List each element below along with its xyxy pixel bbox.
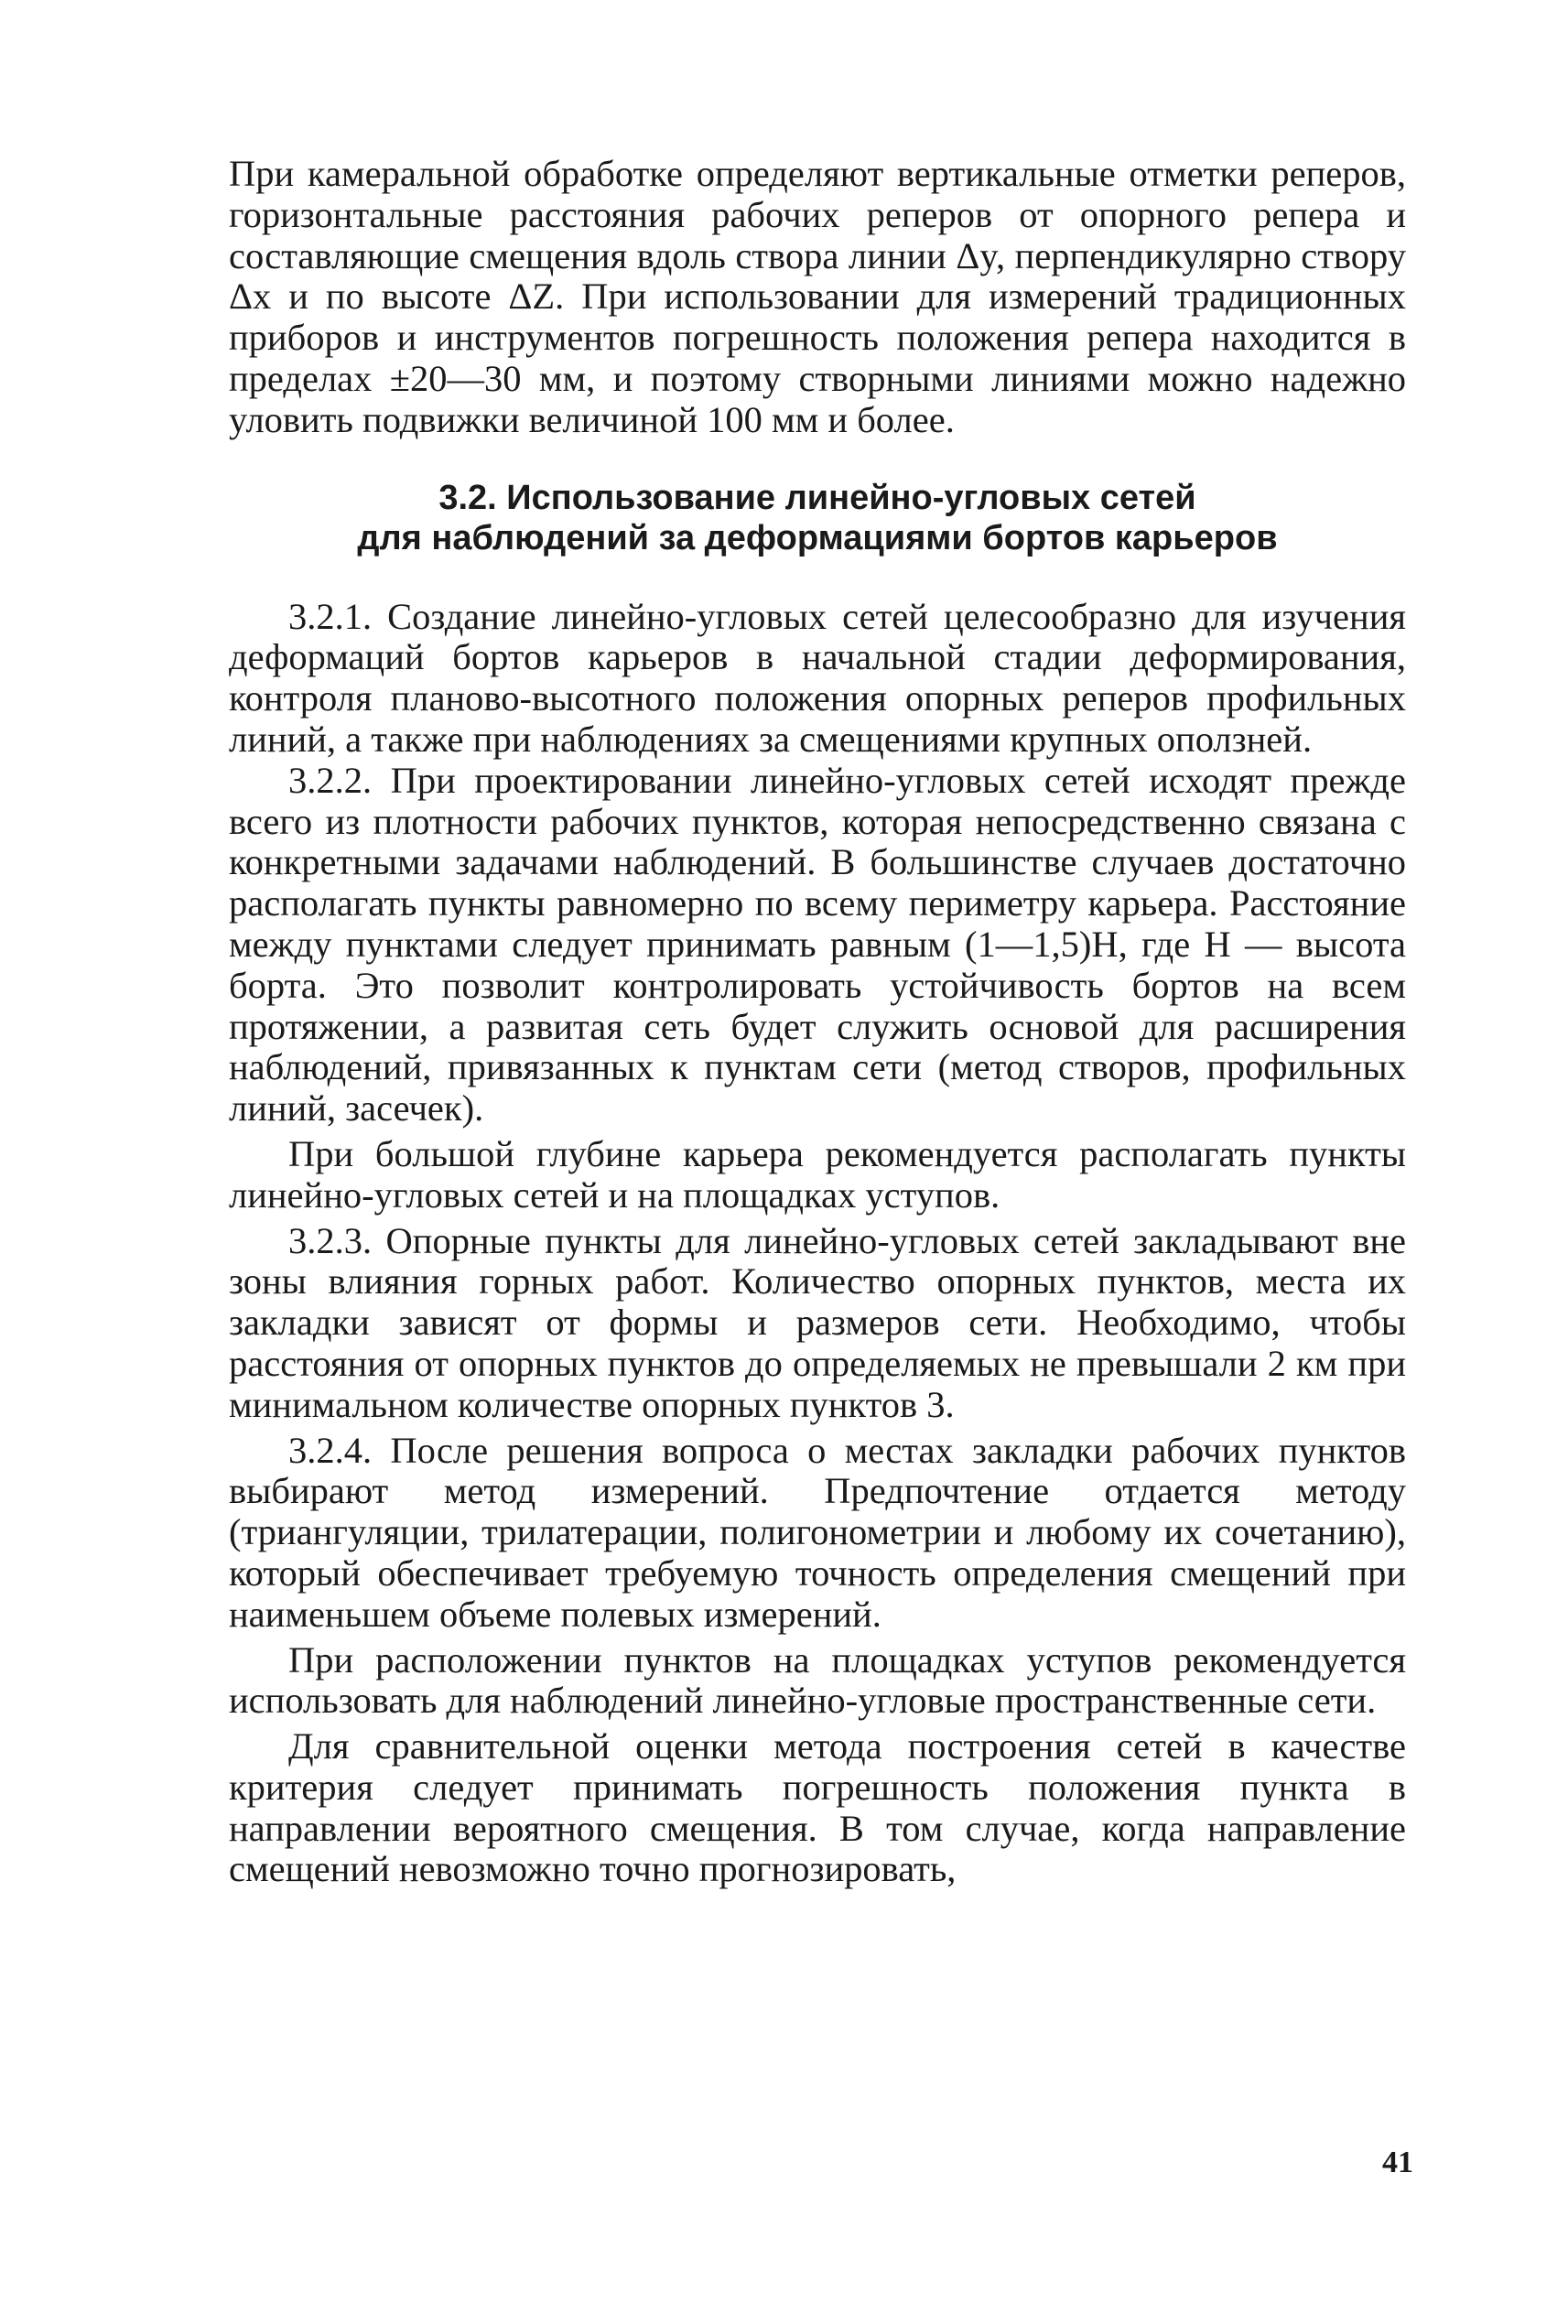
- intro-paragraph: При камеральной обработке определяют вертикальные отметки реперов, горизонтальные расстояния рабочих реперов от опорного репера и составляющие смещения вдоль створа линии Δy, перпендикулярно створу Δx и по высоте ΔZ. При использовании для измерений традиционных приборов и инструментов погрешность положения репера находится в пределах ±20—30 мм, и поэтому створными линиями можно надежно уловить подвижки величиной 100 мм и более.: [229, 153, 1406, 440]
- paragraph-3-2-3: 3.2.3. Опорные пункты для линейно-угловых сетей закладывают вне зоны влияния горных работ. Количество опорных пунктов, места их закладки зависят от формы и размеров сети. Необходимо, чтобы расстояния от опорных пунктов до определяемых не превышали 2 км при минимальном количестве опорных пунктов 3.: [229, 1219, 1406, 1425]
- paragraph-3-2-1: 3.2.1. Создание линейно-угловых сетей целесообразно для изучения деформаций бортов карьеров в начальной стадии деформирования, контроля планово-высотного положения опорных реперов профильных линий, а также при наблюдениях за смещениями крупных оползней.: [229, 595, 1406, 760]
- paragraph-3-2-2: 3.2.2. При проектировании линейно-угловых сетей исходят прежде всего из плотности рабочих пунктов, которая непосредственно связана с конкретными задачами наблюдений. В большинстве случаев достаточно располагать пункты равномерно по всему периметру карьера. Расстояние между пунктами следует принимать равным (1—1,5)H, где H — высота борта. Это позволит контролировать устойчивость бортов на всем протяжении, а развитая сеть будет служить основой для расширения наблюдений, привязанных к пунктам сети (метод створов, профильных линий, засечек).: [229, 759, 1406, 1130]
- text-column: [229, 154, 1406, 1890]
- paragraph-3-2-4: 3.2.4. После решения вопроса о местах закладки рабочих пунктов выбирают метод измерений. Предпочтение отдается методу (триангуляции, трилатерации, полигонометрии и любому их сочетанию), который обеспечивает требуемую точность определения смещений при наименьшем объеме полевых измерений.: [229, 1429, 1406, 1635]
- page-number: 41: [1382, 2146, 1413, 2179]
- section-heading-line-1: 3.2. Использование линейно-угловых сетей: [438, 478, 1196, 517]
- paragraph-bench-networks: При расположении пунктов на площадках уступов рекомендуется использовать для наблюдений линейно-угловые пространственные сети.: [229, 1638, 1406, 1722]
- paragraph-deep-quarry: При большой глубине карьера рекомендуется располагать пункты линейно-угловых сетей и на площадках уступов.: [229, 1132, 1406, 1216]
- paragraph-comparison: Для сравнительной оценки метода построения сетей в качестве критерия следует принимать погрешность положения пункта в направлении вероятного смещения. В том случае, когда направление смещений невозможно точно прогнозировать,: [229, 1725, 1406, 1890]
- section-heading: [229, 478, 1406, 558]
- section-heading-line-2: для наблюдений за деформациями бортов карьеров: [357, 518, 1278, 557]
